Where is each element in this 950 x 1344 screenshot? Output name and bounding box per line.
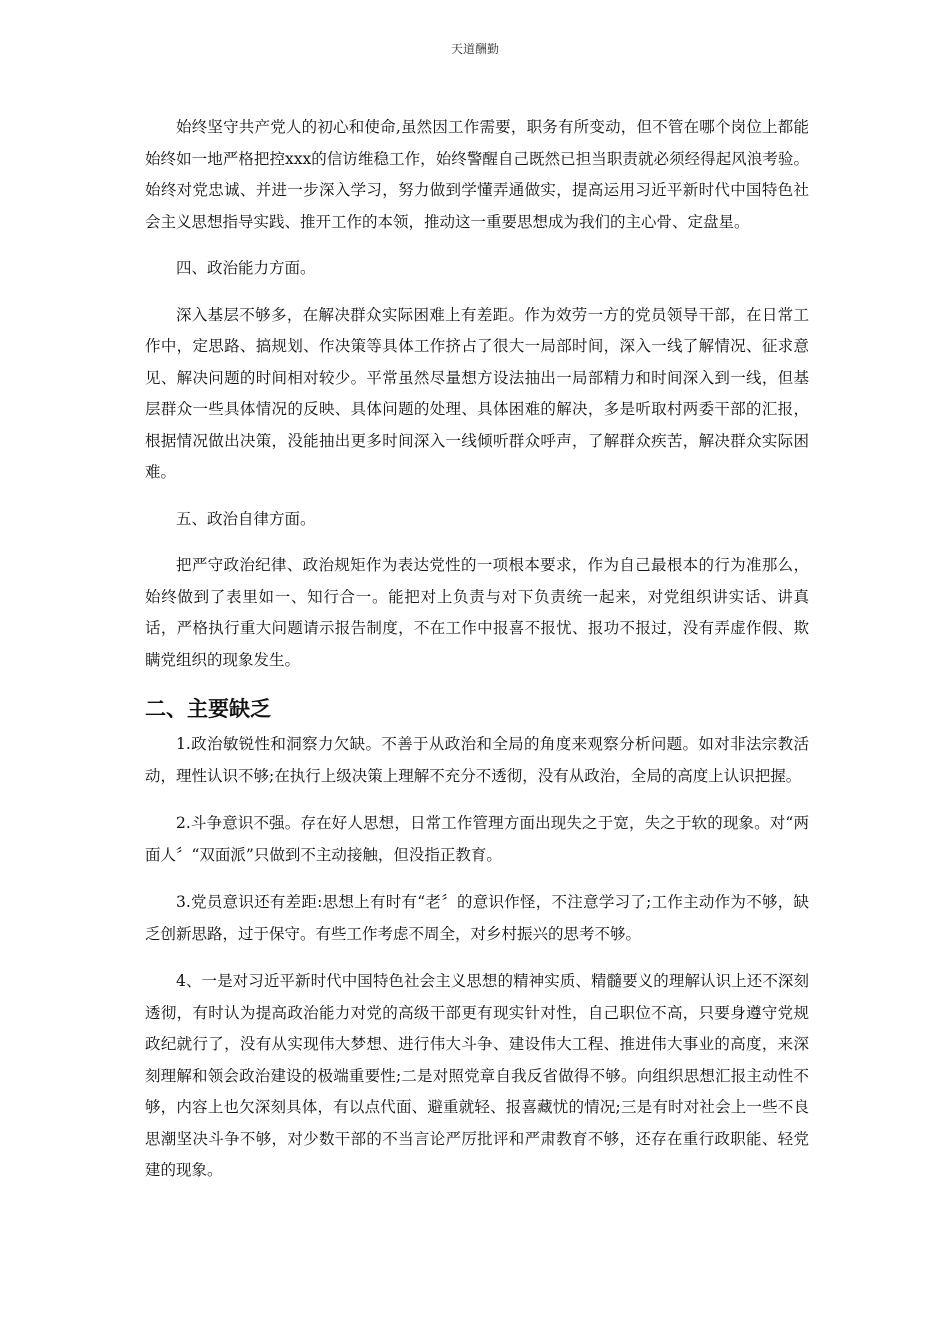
paragraph-loyalty: 始终坚守共产党人的初心和使命,虽然因工作需要，职务有所变动，但不管在哪个岗位上都能始终如一地严格把控xxx的信访维稳工作，始终警醒自己既然已担当职责就必须经得起风浪考验。始终对党忠诚、并进一步深入学习，努力做到学懂弄通做实，提高运用习近平新时代中国特色社会主义思想指导实践、推开工作的本领，推动这一重要思想成为我们的主心骨、定盘星。 xyxy=(145,118,809,231)
page-header: 天道酬勤 xyxy=(450,42,499,56)
shortcoming-item-2: 2.斗争意识不强。存在好人思想，日常工作管理方面出现失之于宽，失之于软的现象。对“两面人〞“双面派”只做到不主动接触，但没指正教育。 xyxy=(145,814,809,864)
shortcoming-item-1: 1.政治敏锐性和洞察力欠缺。不善于从政治和全局的角度来观察分析问题。如对非法宗教活动，理性认识不够;在执行上级决策上理解不充分不透彻，没有从政治，全局的高度上认识把握。 xyxy=(145,735,809,785)
subheading-political-discipline: 五、政治自律方面。 xyxy=(176,509,316,528)
document-body xyxy=(145,112,809,1203)
shortcoming-item-3: 3.党员意识还有差距:思想上有时有“老〞的意识作怪，不注意学习了;工作主动作为不够，缺乏创新思路，过于保守。有些工作考虑不周全，对乡村振兴的思考不够。 xyxy=(145,893,809,943)
paragraph-grassroots: 深入基层不够多，在解决群众实际困难上有差距。作为效劳一方的党员领导干部，在日常工作中，定思路、搞规划、作决策等具体工作挤占了很大一局部时间，深入一线了解情况、征求意见、解决问题的时间相对较少。平常虽然尽量想方设法抽出一局部精力和时间深入到一线，但基层群众一些具体情况的反映、具体问题的处理、具体困难的解决，多是听取村两委干部的汇报，根据情况做出决策，没能抽出更多时间深入一线倾听群众呼声，了解群众疾苦，解决群众实际困难。 xyxy=(145,305,809,481)
shortcoming-item-4: 4、一是对习近平新时代中国特色社会主义思想的精神实质、精髓要义的理解认识上还不深刻透彻，有时认为提高政治能力对党的高级干部更有现实针对性，自己职位不高，只要身遵守党规政纪就行了，没有从实现伟大梦想、进行伟大斗争、建设伟大工程、推进伟大事业的高度，来深刻理解和领会政治建设的极端重要性;二是对照党章自我反省做得不够。向组织思想汇报主动性不够，内容上也欠深刻具体，有以点代面、避重就轻、报喜藏忧的情况;三是有时对社会上一些不良思潮坚决斗争不够，对少数干部的不当言论严厉批评和严肃教育不够，还存在重行政职能、轻党建的现象。 xyxy=(145,972,809,1179)
subheading-political-ability: 四、政治能力方面。 xyxy=(176,259,316,277)
paragraph-discipline: 把严守政治纪律、政治规矩作为表达党性的一项根本要求，作为自己最根本的行为准那么，始终做到了表里如一、知行合一。能把对上负责与对下负责统一起来，对党组织讲实话、讲真话，严格执行重大问题请示报告制度，不在工作中报喜不报忧、报功不报过，没有弄虚作假、欺瞒党组织的现象发生。 xyxy=(145,556,809,669)
section-heading-shortcomings: 二、主要缺乏 xyxy=(145,697,271,721)
